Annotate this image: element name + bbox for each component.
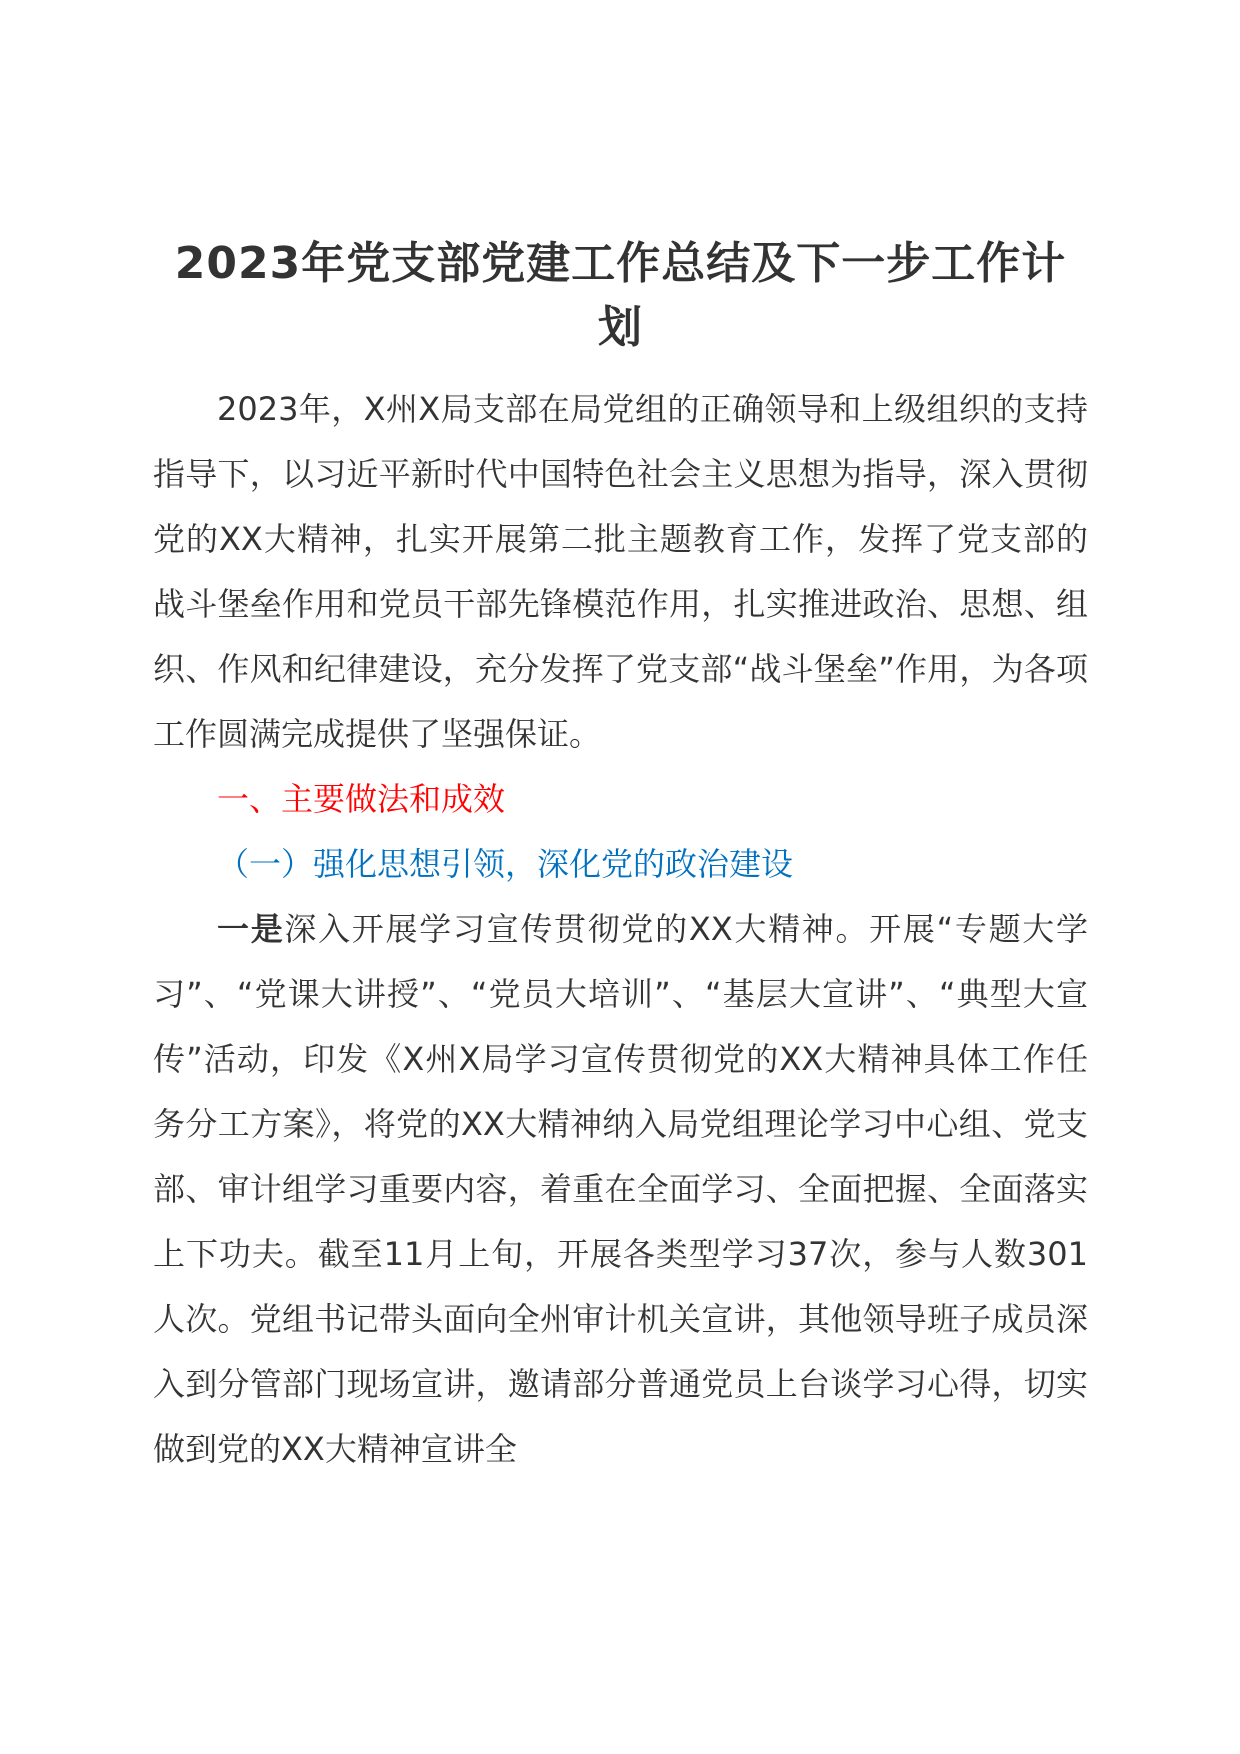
intro-paragraph: 2023年，X州X局支部在局党组的正确领导和上级组织的支持指导下，以习近平新时代中国特色社会主义思想为指导，深入贯彻党的XX大精神，扎实开展第二批主题教育工作，发挥了党支部的战斗堡垒作用和党员干部先锋模范作用，扎实推进政治、思想、组织、作风和纪律建设，充分发挥了党支部“战斗堡垒”作用，为各项工作圆满完成提供了坚强保证。 [153, 390, 1088, 753]
section-heading: 一、主要做法和成效 [217, 780, 506, 818]
subsection-heading: （一）强化思想引领，深化党的政治建设 [217, 845, 794, 883]
document-title: 2023年党支部党建工作总结及下一步工作计划 [174, 238, 1067, 353]
document-page [153, 232, 1088, 1482]
paragraph-body: 深入开展学习宣传贯彻党的XX大精神。开展“专题大学习”、“党课大讲授”、“党员大培训”、“基层大宣讲”、“典型大宣传”活动，印发《X州X局学习宣传贯彻党的XX大精神具体工作任务分工方案》，将党的XX大精神纳入局党组理论学习中心组、党支部、审计组学习重要内容，着重在全面学习、全面把握、全面落实上下功夫。截至11月上旬，开展各类型学习37次，参与人数301人次。党组书记带头面向全州审计机关宣讲，其他领导班子成员深入到分管部门现场宣讲，邀请部分普通党员上台谈学习心得，切实做到党的XX大精神宣讲全 [153, 910, 1088, 1468]
paragraph-lead: 一是 [217, 910, 285, 948]
body-paragraph [153, 897, 1088, 1482]
